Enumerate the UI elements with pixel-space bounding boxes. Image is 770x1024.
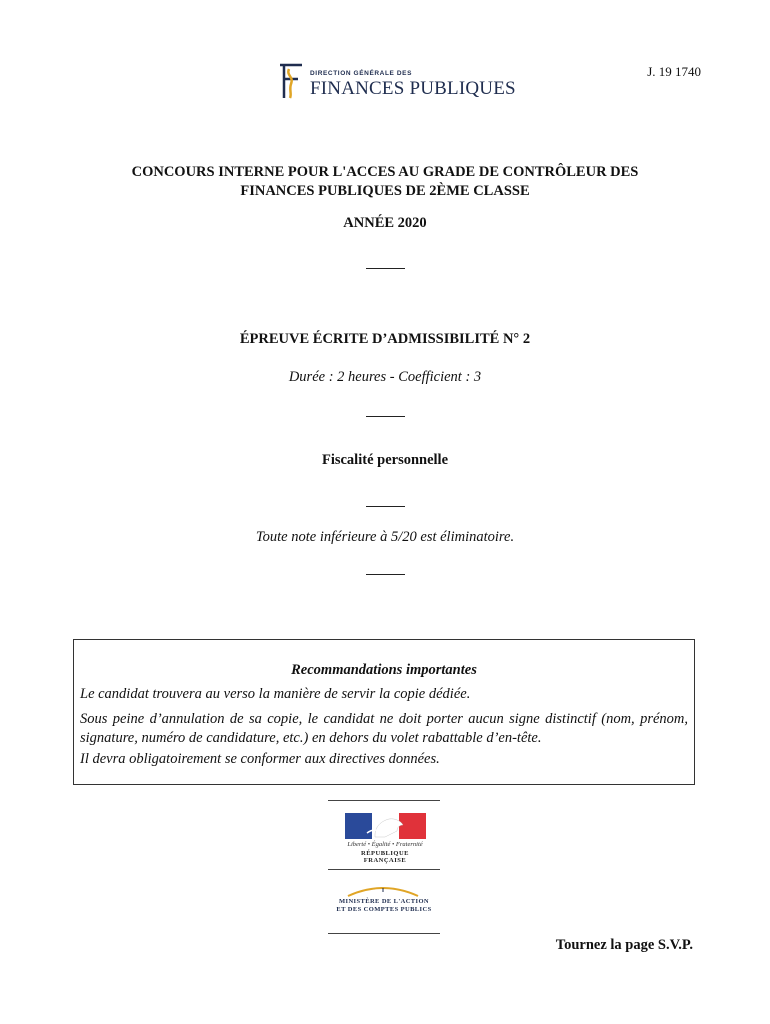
recommendation-paragraph: Le candidat trouvera au verso la manière de servir la copie dédiée. <box>80 686 471 702</box>
republic-motto: Liberté • Égalité • Fraternité <box>347 841 423 848</box>
separator <box>366 574 405 575</box>
recommendation-paragraph: Il devra obligatoirement se conformer aux directives données. <box>80 751 440 767</box>
ministry-line2: ET DES COMPTES PUBLICS <box>336 906 432 913</box>
ministry-line1: MINISTÈRE DE L'ACTION <box>338 898 430 905</box>
republic-name: RÉPUBLIQUE FRANÇAISE <box>361 850 409 864</box>
separator <box>366 506 405 507</box>
epreuve-heading: ÉPREUVE ÉCRITE D’ADMISSIBILITÉ N° 2 <box>239 331 531 347</box>
elimination-note: Toute note inférieure à 5/20 est éliminatoire. <box>255 529 515 545</box>
subject-title: Fiscalité personnelle <box>321 452 449 468</box>
logo-line1: DIRECTION GÉNÉRALE DES <box>310 70 413 77</box>
ministry-name <box>328 898 440 914</box>
dgfip-emblem-icon <box>276 62 306 100</box>
turn-page-note: Tournez la page S.V.P. <box>555 937 693 953</box>
exam-year: ANNÉE 2020 <box>343 215 427 231</box>
recommendation-paragraph: Sous peine d’annulation de sa copie, le candidat ne doit porter aucun signe distinctif (nom, prénom, signature, numéro de candidature, etc.) en dehors du volet rabattable d’en-tête. <box>80 711 688 746</box>
divider <box>328 869 440 870</box>
marianne-flag-icon <box>345 813 426 839</box>
recommendations-box <box>73 639 695 785</box>
divider <box>328 933 440 934</box>
exam-title-line2: FINANCES PUBLIQUES DE 2ÈME CLASSE <box>240 183 530 199</box>
ministry-arc-icon <box>344 884 422 898</box>
exam-title-line1: CONCOURS INTERNE POUR L'ACCES AU GRADE DE CONTRÔLEUR DES <box>131 164 639 180</box>
separator <box>366 416 405 417</box>
duration-coefficient: Durée : 2 heures - Coefficient : 3 <box>288 369 482 385</box>
separator <box>366 268 405 269</box>
exam-title <box>0 163 770 201</box>
dgfip-logo <box>276 62 516 102</box>
document-reference: J. 19 1740 <box>647 64 701 79</box>
recommendations-title: Recommandations importantes <box>291 662 477 678</box>
divider <box>328 800 440 801</box>
logo-line2: FINANCES PUBLIQUES <box>310 78 516 99</box>
